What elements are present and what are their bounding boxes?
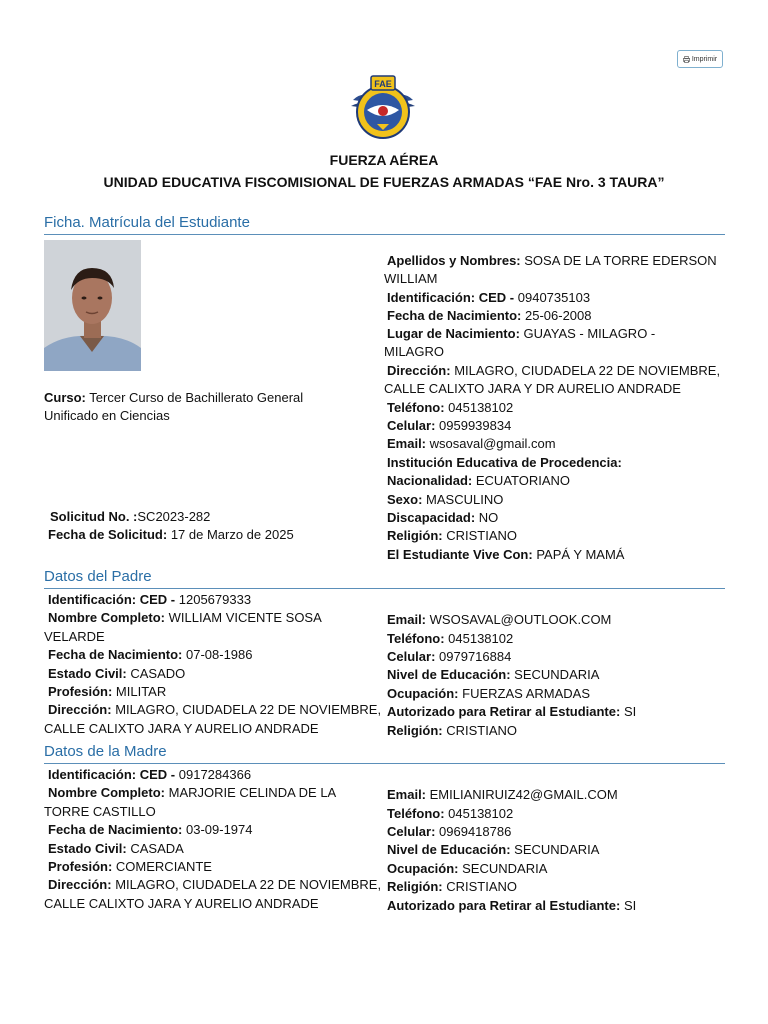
mother-birthdate-field: Fecha de Nacimiento: 03-09-1974 <box>48 822 253 837</box>
father-authorized-field: Autorizado para Retirar al Estudiante: SI <box>387 704 637 719</box>
mother-mobile-field: Celular: 0969418786 <box>387 824 512 839</box>
apellidos-field: Apellidos y Nombres: SOSA DE LA TORRE EDERSON <box>387 253 717 268</box>
solicitud-field: Solicitud No. :SC2023-282 <box>50 509 211 524</box>
father-address-field: Dirección: MILAGRO, CIUDADELA 22 DE NOVIEMBRE, <box>48 702 382 717</box>
student-ced-field: Identificación: CED - 0940735103 <box>387 290 591 305</box>
father-address-continuation: CALLE CALIXTO JARA Y AURELIO ANDRADE <box>44 721 319 736</box>
father-religion-field: Religión: CRISTIANO <box>387 723 518 738</box>
section-title-mother: Datos de la Madre <box>44 742 725 764</box>
fae-emblem-logo <box>349 70 417 142</box>
apellidos-continuation: WILLIAM <box>384 271 438 286</box>
print-button[interactable] <box>677 50 723 68</box>
student-address-field: Dirección: MILAGRO, CIUDADELA 22 DE NOVIEMBRE, <box>387 363 721 378</box>
student-disability-field: Discapacidad: NO <box>387 510 499 525</box>
father-profession-field: Profesión: MILITAR <box>48 684 167 699</box>
student-institution-field: Institución Educativa de Procedencia: <box>387 455 622 470</box>
student-phone-field: Teléfono: 045138102 <box>387 400 514 415</box>
mother-religion-field: Religión: CRISTIANO <box>387 879 518 894</box>
student-nationality-field: Nacionalidad: ECUATORIANO <box>387 473 571 488</box>
mother-authorized-field: Autorizado para Retirar al Estudiante: SI <box>387 898 637 913</box>
student-sex-field: Sexo: MASCULINO <box>387 492 504 507</box>
student-email-field: Email: wsosaval@gmail.com <box>387 436 556 451</box>
print-label: Imprimir <box>691 55 718 63</box>
student-birthplace-field: Lugar de Nacimiento: GUAYAS - MILAGRO - <box>387 326 656 341</box>
father-email-field: Email: WSOSAVAL@OUTLOOK.COM <box>387 612 612 627</box>
student-mobile-field: Celular: 0959939834 <box>387 418 512 433</box>
student-birthdate-field: Fecha de Nacimiento: 25-06-2008 <box>387 308 592 323</box>
mother-ced-field: Identificación: CED - 0917284366 <box>48 767 252 782</box>
printer-icon <box>683 56 690 63</box>
logo-text: FAE <box>374 79 392 89</box>
student-religion-field: Religión: CRISTIANO <box>387 528 518 543</box>
section-title-father: Datos del Padre <box>44 567 725 589</box>
father-occupation-field: Ocupación: FUERZAS ARMADAS <box>387 686 590 701</box>
mother-profession-field: Profesión: COMERCIANTE <box>48 859 212 874</box>
mother-occupation-field: Ocupación: SECUNDARIA <box>387 861 548 876</box>
father-civil-status-field: Estado Civil: CASADO <box>48 666 186 681</box>
mother-education-field: Nivel de Educación: SECUNDARIA <box>387 842 600 857</box>
page-subtitle: UNIDAD EDUCATIVA FISCOMISIONAL DE FUERZAS ARMADAS “FAE Nro. 3 TAURA” <box>103 174 665 190</box>
section-title-student: Ficha. Matrícula del Estudiante <box>44 213 725 235</box>
student-photo <box>44 240 141 371</box>
father-phone-field: Teléfono: 045138102 <box>387 631 514 646</box>
fecha-solicitud-field: Fecha de Solicitud: 17 de Marzo de 2025 <box>48 527 294 542</box>
father-name-field: Nombre Completo: WILLIAM VICENTE SOSA <box>48 610 322 625</box>
mother-email-field: Email: EMILIANIRUIZ42@GMAIL.COM <box>387 787 618 802</box>
mother-address-continuation: CALLE CALIXTO JARA Y AURELIO ANDRADE <box>44 896 319 911</box>
student-birthplace-continuation: MILAGRO <box>384 344 444 359</box>
curso-field: Curso: Tercer Curso de Bachillerato General Unificado en Ciencias <box>44 390 304 423</box>
mother-address-field: Dirección: MILAGRO, CIUDADELA 22 DE NOVIEMBRE, <box>48 877 382 892</box>
student-address-continuation: CALLE CALIXTO JARA Y DR AURELIO ANDRADE <box>384 381 681 396</box>
father-education-field: Nivel de Educación: SECUNDARIA <box>387 667 600 682</box>
father-mobile-field: Celular: 0979716884 <box>387 649 512 664</box>
father-birthdate-field: Fecha de Nacimiento: 07-08-1986 <box>48 647 253 662</box>
page-title: FUERZA AÉREA <box>329 152 439 168</box>
mother-name-continuation: TORRE CASTILLO <box>44 804 156 819</box>
mother-name-field: Nombre Completo: MARJORIE CELINDA DE LA <box>48 785 337 800</box>
father-ced-field: Identificación: CED - 1205679333 <box>48 592 252 607</box>
mother-civil-status-field: Estado Civil: CASADA <box>48 841 184 856</box>
father-name-continuation: VELARDE <box>44 629 105 644</box>
mother-phone-field: Teléfono: 045138102 <box>387 806 514 821</box>
student-lives-with-field: El Estudiante Vive Con: PAPÁ Y MAMÁ <box>387 547 625 562</box>
